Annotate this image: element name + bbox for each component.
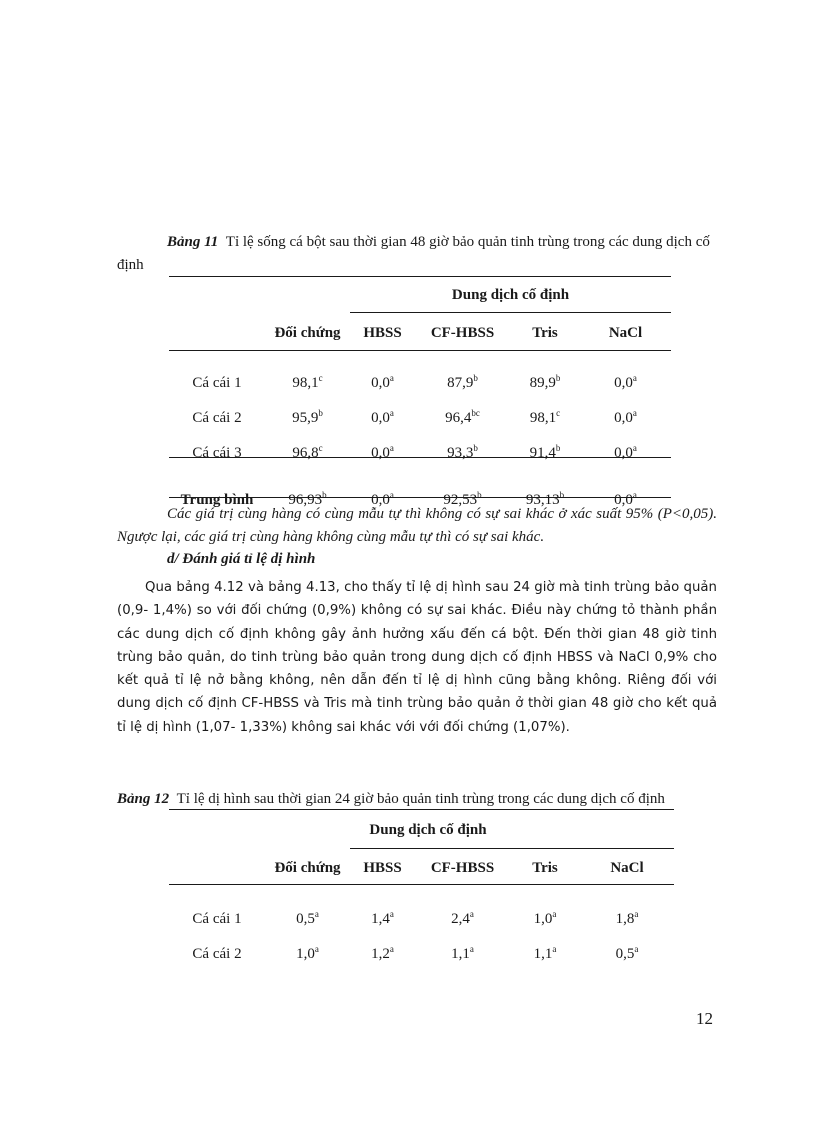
table11-group-header: Dung dịch cố định <box>451 287 570 303</box>
table11-col-header: CF-HBSS <box>430 324 495 341</box>
table11-caption-text: Tỉ lệ sống cá bột sau thời gian 48 giờ bảo quản tinh trùng trong các dung dịch cố định <box>117 234 710 273</box>
table-row <box>169 436 671 471</box>
table12-caption-text: Tỉ lệ dị hình sau thời gian 24 giờ bảo quản tinh trùng trong các dung dịch cố định <box>176 791 665 807</box>
table-cell: 0,0$^a$ <box>371 373 394 391</box>
row-label: Cá cái 2 <box>192 410 242 426</box>
table-cell: 1,8$^a$ <box>615 909 639 927</box>
table12-col-header: HBSS <box>363 859 402 876</box>
table-cell: 98,1$^c$ <box>292 373 323 391</box>
table-cell: 0,0$^a$ <box>371 489 394 508</box>
table12-col-header: Tris <box>532 859 558 876</box>
table12-header-row <box>169 852 674 884</box>
table-cell: 87,9$^b$ <box>447 373 478 391</box>
table12-col-header: CF-HBSS <box>430 859 495 876</box>
body-paragraph: Qua bảng 4.12 và bảng 4.13, cho thấy tỉ lệ dị hình sau 24 giờ mà tinh trùng bảo quản (0,9- 1,4%) so với đối chứng (0,9%) không có sự sai khác. Điều này chứng tỏ thành phần các dung dịch cố định không gây ảnh hưởng xấu đến cá bột. Đến thời gian 48 giờ tinh trùng bảo quản, do tinh trùng bảo quản trong dung dịch cố định HBSS và NaCl 0,9% cho kết quả tỉ lệ nở bằng không, nên dẫn đến tỉ lệ dị hình cũng bằng không. Riêng đối với dung dịch cố định CF-HBSS và Tris mà tinh trùng bảo quản ở thời gian 48 giờ cho kết quả tỉ lệ dị hình (1,07- 1,33%) không sai khác với với đối chứng (1,07%). <box>117 580 717 735</box>
table11-col-header: HBSS <box>363 324 402 341</box>
row-label: Cá cái 1 <box>192 911 242 927</box>
table-cell: 1,0$^a$ <box>296 944 319 962</box>
table12-group-header: Dung dịch cố định <box>369 822 487 838</box>
table-row <box>169 401 671 436</box>
table12-group-rule <box>350 848 674 849</box>
section-heading: d/ Đánh giá tỉ lệ dị hình <box>167 551 316 567</box>
table-cell: 2,4$^a$ <box>451 909 474 927</box>
table-row <box>169 902 674 937</box>
row-label: Cá cái 1 <box>192 375 242 391</box>
table-cell: 0,0$^a$ <box>614 443 637 461</box>
table-row <box>169 366 671 401</box>
table-cell: 96,93$^b$ <box>288 489 327 508</box>
table11-top-rule <box>169 276 671 277</box>
table-cell: 0,0$^a$ <box>371 443 394 461</box>
row-label: Cá cái 3 <box>192 445 242 461</box>
table11-caption-label: Bảng 11 <box>167 234 219 250</box>
table-cell: 0,0$^a$ <box>614 489 637 508</box>
table11-header-row <box>169 318 671 348</box>
table11-caption <box>117 231 717 277</box>
table-cell: 93,3$^b$ <box>447 443 478 461</box>
table12-caption-label: Bảng 12 <box>117 791 170 807</box>
table-cell: 92,53$^b$ <box>443 489 482 508</box>
table-cell: 91,4$^b$ <box>529 443 561 461</box>
table-cell: 96,4$^{bc}$ <box>445 408 480 426</box>
table11-col-header: Tris <box>532 324 558 341</box>
table12 <box>169 852 674 972</box>
table-cell: 1,1$^a$ <box>533 944 557 962</box>
table12-top-rule <box>169 809 674 810</box>
table12-col-header: Đối chứng <box>274 859 341 876</box>
page-number: 12 <box>696 1009 713 1028</box>
table-cell: 0,5$^a$ <box>615 944 639 962</box>
table-row <box>169 937 674 972</box>
row-label: Trung bình <box>180 491 254 508</box>
table12-col-header: NaCl <box>610 859 644 876</box>
table-cell: 0,0$^a$ <box>614 408 637 426</box>
table-cell: 0,0$^a$ <box>371 408 394 426</box>
table-cell: 98,1$^c$ <box>529 408 561 426</box>
table-cell: 1,4$^a$ <box>371 909 394 927</box>
table-cell: 1,2$^a$ <box>371 944 394 962</box>
row-label: Cá cái 2 <box>192 946 242 962</box>
table11-col-header: Đối chứng <box>274 324 341 341</box>
table-cell: 96,8$^c$ <box>292 443 323 461</box>
table11-group-rule <box>350 312 671 313</box>
table12-caption <box>117 788 737 811</box>
table11-col-header: NaCl <box>608 324 643 341</box>
table-cell: 1,0$^a$ <box>533 909 557 927</box>
table-cell: 89,9$^b$ <box>529 373 561 391</box>
table-cell: 1,1$^a$ <box>451 944 474 962</box>
table-cell: 93,13$^b$ <box>525 489 565 508</box>
table11-note: Các giá trị cùng hàng có cùng mẫu tự thì không có sự sai khác ở xác suất 95% (P<0,05). Ngược lại, các giá trị cùng hàng không cùng mẫu tự thì có sự sai khác. <box>117 506 717 545</box>
table11 <box>169 318 671 519</box>
table-cell: 0,5$^a$ <box>296 909 319 927</box>
table-cell: 0,0$^a$ <box>614 373 637 391</box>
table-cell: 95,9$^b$ <box>292 408 323 426</box>
